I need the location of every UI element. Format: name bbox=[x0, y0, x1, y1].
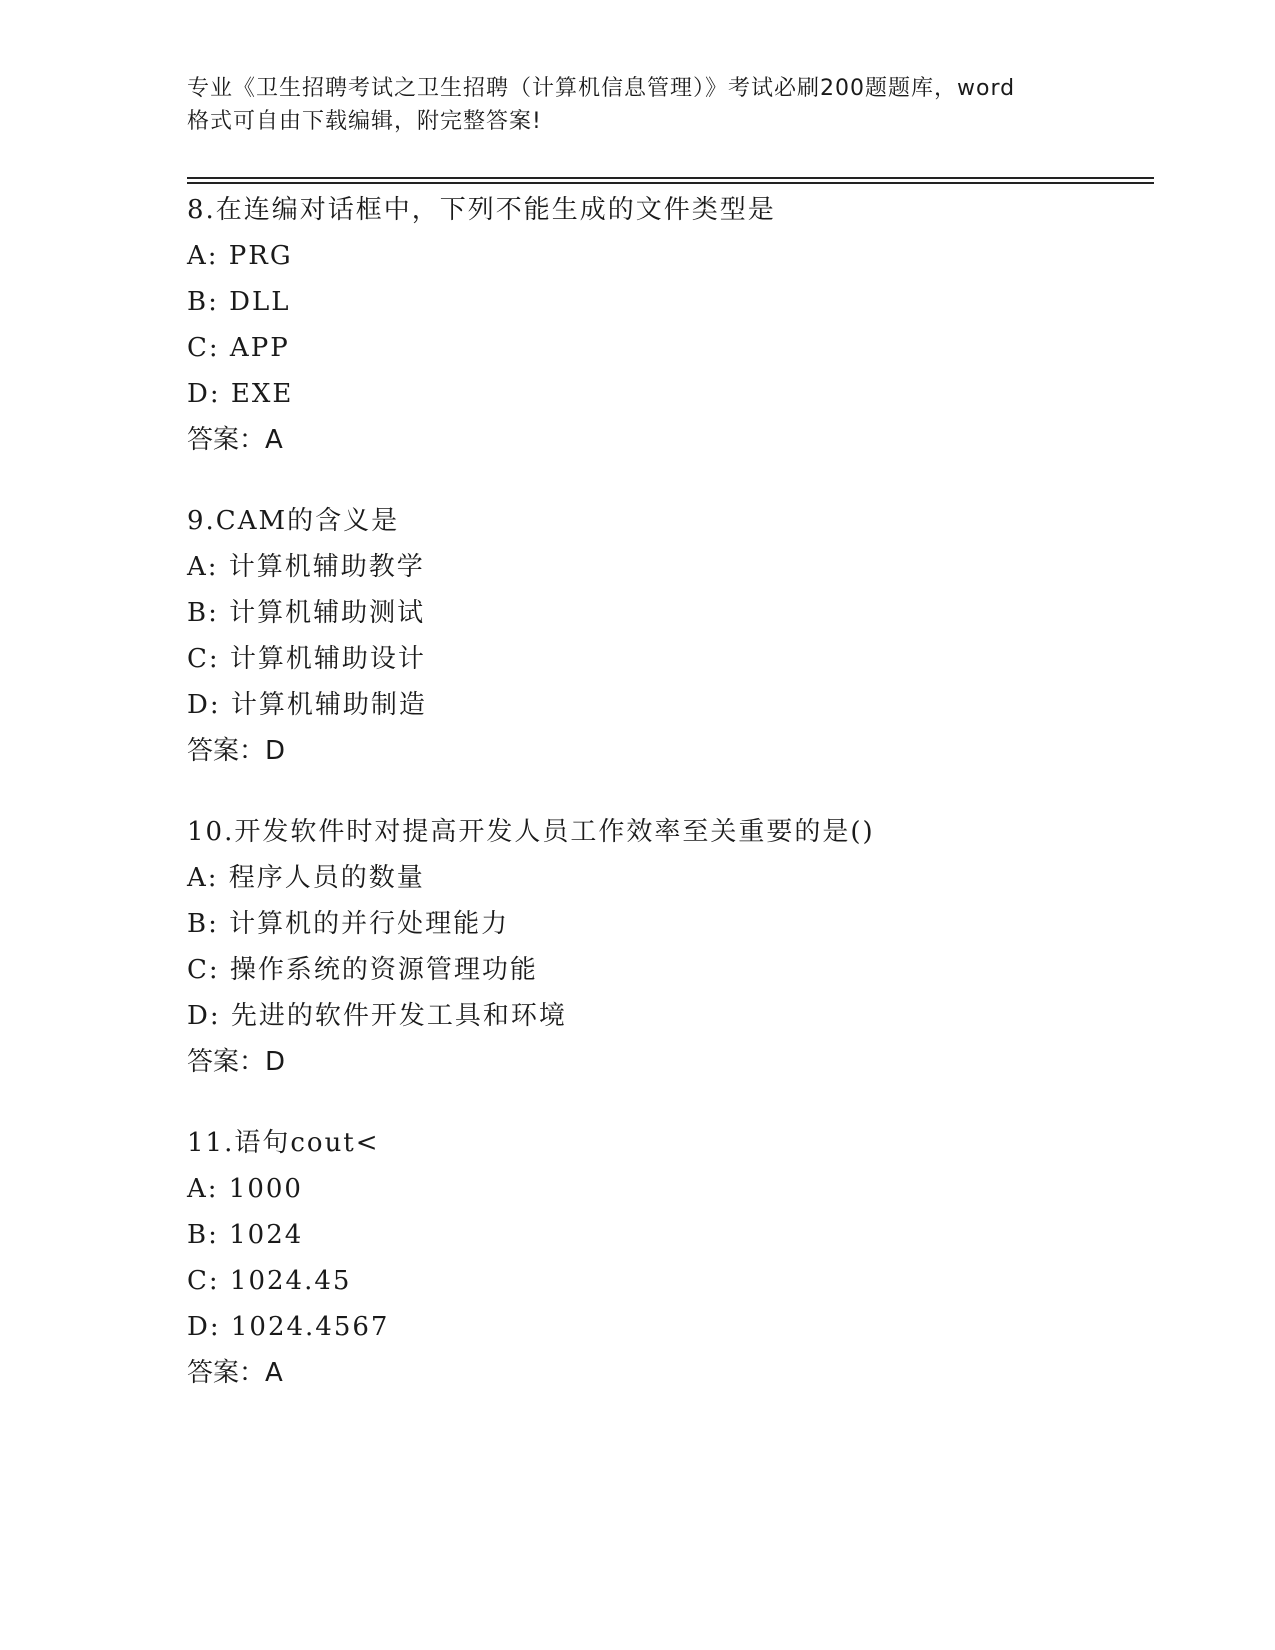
option-b: B: 1024 bbox=[187, 1220, 304, 1250]
question-list bbox=[187, 187, 1147, 1431]
option-a: A: PRG bbox=[187, 241, 293, 271]
option-c: C: 计算机辅助设计 bbox=[187, 644, 426, 674]
question-8 bbox=[187, 187, 1147, 463]
option-a: A: 1000 bbox=[187, 1174, 303, 1204]
answer-line: 答案：A bbox=[187, 1358, 283, 1388]
answer-line: 答案：D bbox=[187, 736, 286, 766]
option-d: D: 计算机辅助制造 bbox=[187, 690, 427, 720]
option-d: D: 1024.4567 bbox=[187, 1312, 390, 1342]
option-a: A: 程序人员的数量 bbox=[187, 863, 425, 893]
question-9 bbox=[187, 498, 1147, 774]
header-divider-bottom bbox=[187, 182, 1154, 184]
question-stem: 8.在连编对话框中，下列不能生成的文件类型是 bbox=[187, 195, 776, 225]
option-c: C: 1024.45 bbox=[187, 1266, 352, 1296]
header-divider-top bbox=[187, 177, 1154, 179]
option-d: D: EXE bbox=[187, 379, 294, 409]
question-stem: 11.语句cout< bbox=[187, 1128, 380, 1158]
option-d: D: 先进的软件开发工具和环境 bbox=[187, 1001, 567, 1031]
option-b: B: 计算机辅助测试 bbox=[187, 598, 426, 628]
question-stem: 9.CAM的含义是 bbox=[187, 506, 400, 536]
question-10 bbox=[187, 809, 1147, 1085]
option-a: A: 计算机辅助教学 bbox=[187, 552, 425, 582]
header-line-2: 格式可自由下载编辑，附完整答案! bbox=[187, 109, 542, 134]
answer-line: 答案：D bbox=[187, 1047, 286, 1077]
option-c: C: 操作系统的资源管理功能 bbox=[187, 955, 538, 985]
option-c: C: APP bbox=[187, 333, 290, 363]
header-line-1: 专业《卫生招聘考试之卫生招聘（计算机信息管理）》考试必刷200题题库，word bbox=[187, 76, 1016, 101]
question-stem: 10.开发软件时对提高开发人员工作效率至关重要的是() bbox=[187, 817, 875, 847]
option-b: B: 计算机的并行处理能力 bbox=[187, 909, 510, 939]
question-11 bbox=[187, 1120, 1147, 1396]
answer-line: 答案：A bbox=[187, 425, 283, 455]
option-b: B: DLL bbox=[187, 287, 291, 317]
document-header bbox=[187, 72, 1087, 138]
